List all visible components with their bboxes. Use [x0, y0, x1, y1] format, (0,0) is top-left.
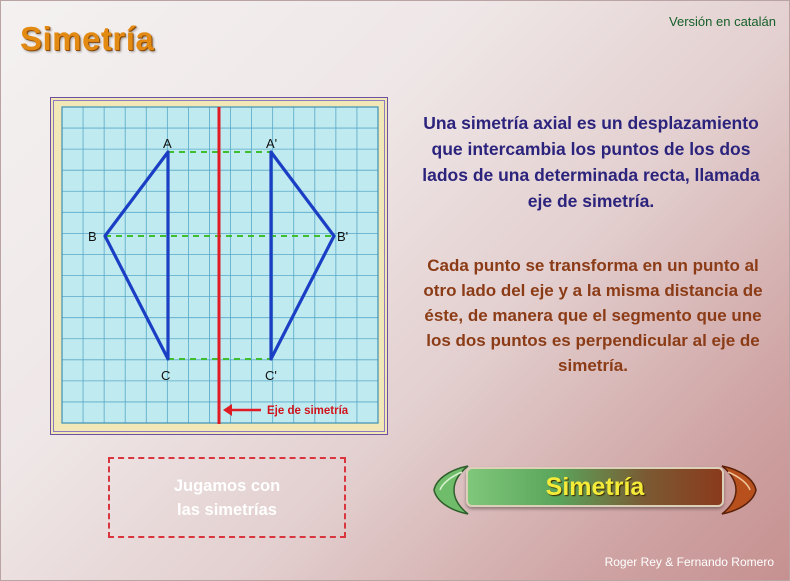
explanation-paragraph: Cada punto se transforma en un punto al otro lado del eje y a la misma distancia de éste, de manera que el segmento que une los dos puntos es perpendicular al eje de simetría. — [423, 256, 763, 375]
label-point-c-prime: C' — [265, 368, 277, 383]
page-title: Simetría — [20, 20, 155, 57]
play-symmetries-button[interactable] — [108, 457, 346, 538]
play-button-line2: las simetrías — [177, 500, 277, 519]
axis-label: Eje de simetría — [267, 405, 349, 417]
next-arrow-icon[interactable] — [720, 462, 760, 518]
symmetry-diagram — [50, 97, 388, 435]
label-point-a-prime: A' — [266, 136, 278, 151]
label-point-c: C — [161, 368, 171, 383]
navigation-bar — [430, 462, 760, 518]
label-point-b-prime: B' — [337, 229, 349, 244]
previous-arrow-icon[interactable] — [430, 462, 470, 518]
language-link[interactable]: Versión en catalán — [669, 14, 776, 29]
play-button-line1: Jugamos con — [173, 476, 281, 495]
label-point-a: A — [163, 136, 172, 151]
diagram-canvas — [51, 98, 387, 434]
definition-paragraph: Una simetría axial es un desplazamiento que intercambia los puntos de los dos lados de una determinada recta, llamada eje de simetría. — [422, 113, 760, 211]
label-point-b: B — [88, 229, 97, 244]
credits-text: Roger Rey & Fernando Romero — [604, 555, 774, 569]
nav-current-label[interactable]: Simetría — [466, 467, 724, 507]
